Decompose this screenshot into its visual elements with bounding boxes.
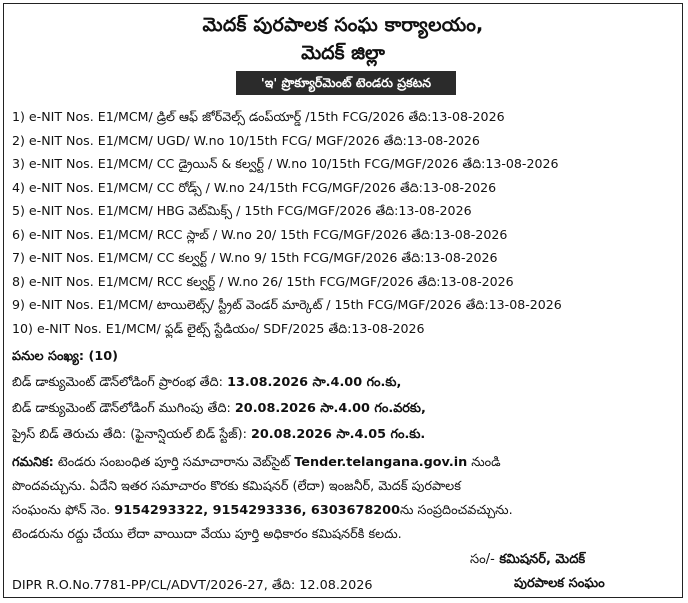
nit-item: 10) e-NIT Nos. E1/MCM/ ఫ్లడ్ లైట్స్ స్టేడియం/ SDF/2025 తేది:13-08-2026	[12, 320, 425, 336]
note-text: టెండరు సంబంధిత పూర్తి సమాచారాను వెబ్‌సైట్	[53, 455, 295, 470]
nit-item: 1) e-NIT Nos. E1/MCM/ డ్రిల్ ఆఫ్ జోర్‌వెల్స్ డంప్‌యార్డ్ /15th FCG/2026 తేది:13-08-2026	[12, 109, 505, 124]
nit-item: 4) e-NIT Nos. E1/MCM/ CC రోడ్స్ / W.no 24/15th FCG/MGF/2026 తేది:13-08-2026	[12, 179, 497, 195]
district-title: మెదక్ జిల్లా	[301, 42, 385, 64]
ro-date: తేది: 12.08.2026	[271, 578, 373, 593]
nit-item: 9) e-NIT Nos. E1/MCM/ టాయిలెట్స్/ స్ట్రీట్ వెండర్ మార్కెట్ / 15th FCG/MGF/2026 తేది:13-08-2026	[12, 297, 562, 312]
note-line-1	[12, 454, 680, 472]
schedule-open	[12, 426, 680, 444]
schedule-end	[12, 400, 680, 418]
signature-line-1	[470, 552, 585, 570]
nit-item: 3) e-NIT Nos. E1/MCM/ CC డ్రైయిన్ & కల్వర్ట్ / W.no 10/15th FCG/MGF/2026 తేది:13-08-2026	[12, 156, 559, 171]
schedule-start	[12, 374, 680, 392]
note-line-3	[12, 502, 680, 520]
note-text: ను సంప్రదించవచ్చును.	[399, 503, 513, 518]
office-title: మెదక్ పురపాలక సంఘ కార్యాలయం,	[202, 14, 484, 36]
nit-item: 6) e-NIT Nos. E1/MCM/ RCC స్లాబ్ / W.no 20/ 15th FCG/MGF/2026 తేది:13-08-2026	[12, 226, 508, 242]
note-label: గమనిక:	[12, 455, 54, 470]
note-line-4: టెండరును రద్దు చేయు లేదా వాయిదా వేయు పూర్తి అధికారం కమిషనర్‌కి కలదు.	[12, 527, 402, 542]
signature-title: కమిషనర్, మెదక్	[499, 552, 586, 567]
note-text: నుండి	[467, 455, 501, 470]
schedule-value: 13.08.2026 సా.4.00 గం.కు,	[227, 375, 402, 390]
release-order	[12, 578, 373, 596]
schedule-value: 20.08.2026 సా.4.00 గం.వరకు,	[234, 401, 426, 416]
nit-item: 5) e-NIT Nos. E1/MCM/ HBG వెట్‌మిక్స్ / 15th FCG/MGF/2026 తేది:13-08-2026	[12, 203, 472, 218]
website-link[interactable]: Tender.telangana.gov.in	[294, 455, 468, 470]
ro-number: DIPR R.O.No.7781-PP/CL/ADVT/2026-27,	[12, 578, 268, 593]
notice-banner: 'ఇ' ప్రొక్యూర్‌మెంట్ టెండరు ప్రకటన	[236, 71, 456, 95]
schedule-label: ప్రైస్ బిడ్ తెరుచు తేది: (ఫైనాన్షియల్ బిడ్ స్టేజ్):	[12, 427, 247, 442]
nit-item: 2) e-NIT Nos. E1/MCM/ UGD/ W.no 10/15th FCG/ MGF/2026 తేది:13-08-2026	[12, 132, 480, 148]
phone-numbers: 9154293322, 9154293336, 6303678200	[114, 503, 400, 518]
tender-notice	[3, 3, 683, 598]
works-count-value: (10)	[88, 349, 118, 364]
signature-prefix: సం/-	[470, 552, 495, 567]
schedule-label: బిడ్ డాక్యుమెంట్ డౌన్‌లోడింగ్ ముగింపు తేది:	[12, 401, 231, 416]
schedule-value: 20.08.2026 సా.4.05 గం.కు.	[251, 427, 426, 442]
signature-line-2: పురపాలక సంఘం	[514, 576, 605, 591]
works-count	[12, 348, 680, 366]
note-text: సంఘంను ఫోన్ నెం.	[12, 503, 111, 518]
nit-item: 7) e-NIT Nos. E1/MCM/ CC కల్వర్ట్ / W.no 9/ 15th FCG/MGF/2026 తేది:13-08-2026	[12, 250, 498, 265]
note-line-2: పొందవచ్చును. ఏదేని ఇతర సమాచారం కొరకు కమిషనర్ (లేదా) ఇంజనీర్, మెదక్ పురపాలక	[12, 479, 461, 494]
schedule-label: బిడ్ డాక్యుమెంట్ డౌన్‌లోడింగ్ ప్రారంభ తేది:	[12, 375, 223, 390]
nit-item: 8) e-NIT Nos. E1/MCM/ RCC కల్వర్ట్ / W.no 26/ 15th FCG/MGF/2026 తేది:13-08-2026	[12, 273, 514, 289]
works-count-label: పనుల సంఖ్య:	[12, 349, 85, 364]
